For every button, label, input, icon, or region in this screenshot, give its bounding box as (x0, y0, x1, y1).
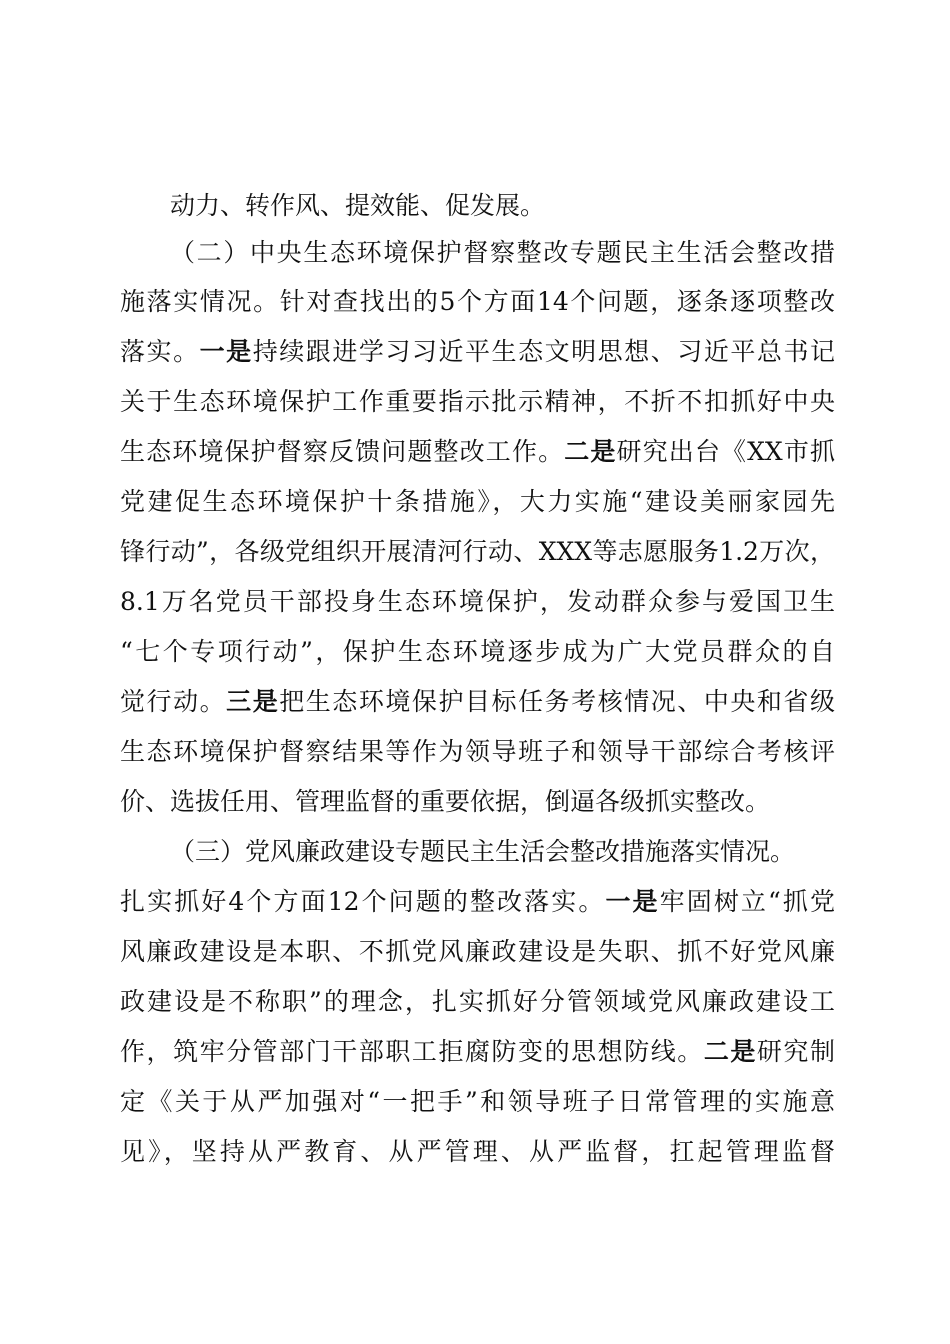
paragraph-line (120, 682, 835, 722)
text-run: 风廉政建设是本职、不抓党风廉政建设是失职、抓不好党风廉 (120, 937, 835, 966)
paragraph-line (120, 582, 835, 622)
paragraph-line (120, 1082, 835, 1122)
paragraph-line (120, 332, 835, 372)
text-run: 研究出台《XX市抓 (616, 437, 835, 466)
paragraph-line (170, 186, 835, 226)
paragraph-line (120, 432, 835, 472)
text-run: 锋行动”，各级党组织开展清河行动、XXX等志愿服务1.2万次， (120, 537, 835, 566)
text-run: 见》，坚持从严教育、从严管理、从严监督，扛起管理监督 (120, 1137, 835, 1166)
paragraph-line (170, 832, 835, 872)
paragraph-line (120, 1032, 835, 1072)
text-run: 政建设是不称职”的理念，扎实抓好分管领域党风廉政建设工 (120, 987, 835, 1016)
text-run: 把生态环境保护目标任务考核情况、中央和省级 (279, 687, 835, 716)
paragraph-line (120, 632, 835, 672)
paragraph-line (170, 233, 835, 273)
bold-marker: 二是 (703, 1037, 757, 1066)
text-run: 扎实抓好4个方面12个问题的整改落实。 (120, 887, 606, 916)
bold-marker: 一是 (605, 887, 660, 916)
text-run: 觉行动。 (120, 687, 227, 716)
text-run: 生态环境保护督察结果等作为领导班子和领导干部综合考核评 (120, 737, 835, 766)
bold-marker: 一是 (199, 337, 253, 366)
text-run: 牢固树立“抓党 (659, 887, 835, 916)
text-run: 生态环境保护督察反馈问题整改工作。 (120, 437, 565, 466)
paragraph-line (120, 382, 835, 422)
paragraph-line (120, 482, 835, 522)
paragraph-line (120, 532, 835, 572)
paragraph-line (120, 1132, 835, 1172)
text-run: 8.1万名党员干部投身生态环境保护，发动群众参与爱国卫生 (120, 587, 835, 616)
text-run: 作，筑牢分管部门干部职工拒腐防变的思想防线。 (120, 1037, 704, 1066)
bold-marker: 二是 (564, 437, 617, 466)
text-run: 落实。 (120, 337, 200, 366)
paragraph-line (120, 982, 835, 1022)
text-run: 价、选拔任用、管理监督的重要依据，倒逼各级抓实整改。 (120, 787, 771, 816)
text-run: 施落实情况。针对查找出的5个方面14个问题，逐条逐项整改 (120, 287, 835, 316)
paragraph-line (120, 732, 835, 772)
paragraph-line (120, 932, 835, 972)
text-run: 持续跟进学习习近平生态文明思想、习近平总书记 (252, 337, 835, 366)
paragraph-line (120, 782, 835, 822)
text-run: 关于生态环境保护工作重要指示批示精神，不折不扣抓好中央 (120, 387, 835, 416)
section-heading-2: （二）中央生态环境保护督察整改专题民主生活会整改措 (170, 238, 835, 267)
text-run: 定《关于从严加强对“一把手”和领导班子日常管理的实施意 (120, 1087, 835, 1116)
paragraph-line (120, 882, 835, 922)
text-run: “七个专项行动”，保护生态环境逐步成为广大党员群众的自 (120, 637, 835, 666)
bold-marker: 三是 (226, 687, 280, 716)
text-run: 动力、转作风、提效能、促发展。 (170, 191, 546, 220)
paragraph-line (120, 282, 835, 322)
text-run: 研究制 (756, 1037, 835, 1066)
text-run: 党建促生态环境保护十条措施》，大力实施“建设美丽家园先 (120, 487, 835, 516)
section-heading-3: （三）党风廉政建设专题民主生活会整改措施落实情况。 (170, 837, 796, 866)
